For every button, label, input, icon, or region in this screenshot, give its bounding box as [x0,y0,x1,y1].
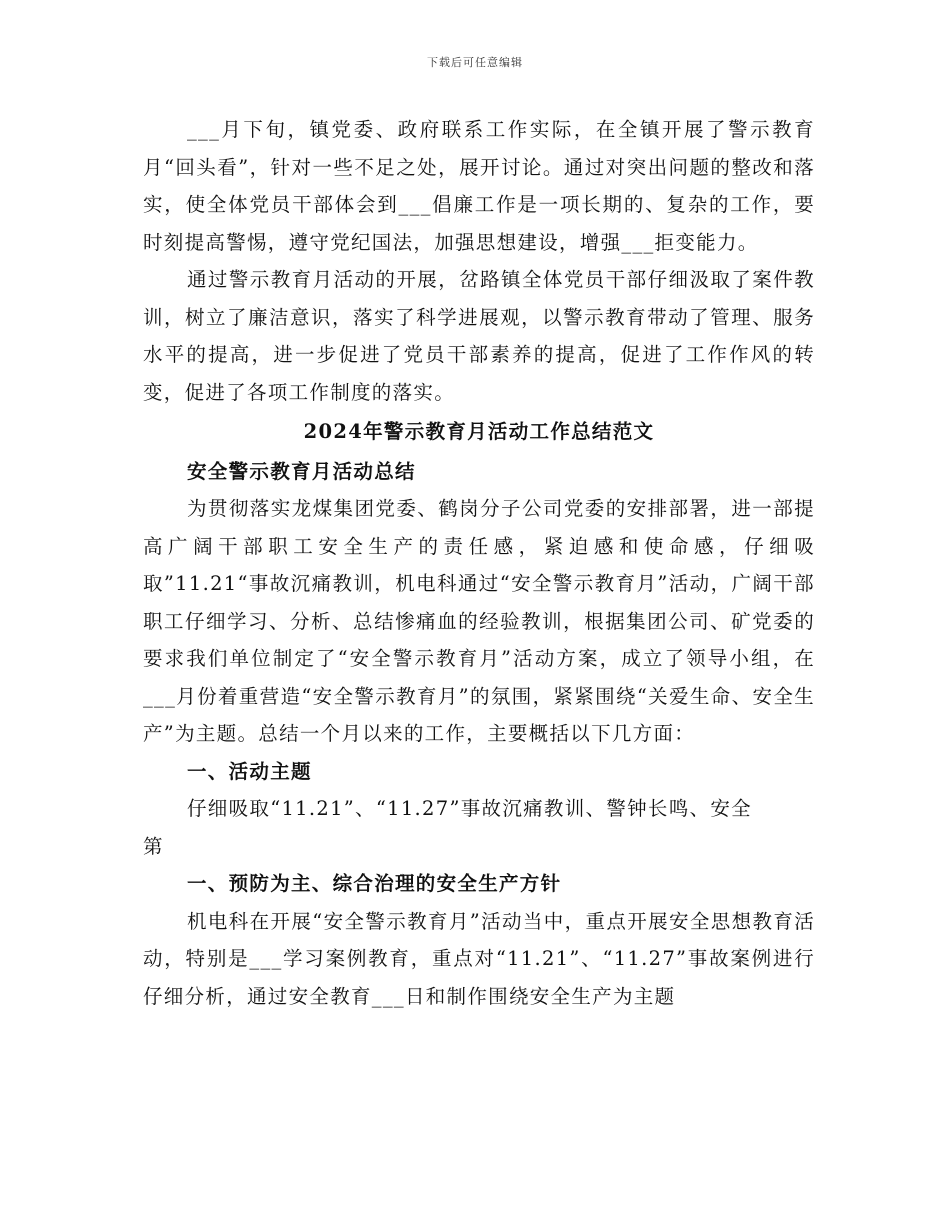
page-header: 下载后可任意编辑 [427,56,523,69]
subheading-safety-summary: 安全警示教育月活动总结 [187,459,416,483]
subheading-activity-theme: 一、活动主题 [187,759,312,783]
paragraph-1: ___月下旬，镇党委、政府联系工作实际，在全镇开展了警示教育月“回头看”，针对一些不足之处，展开讨论。通过对突出问题的整改和落实，使全体党员干部体会到___倡廉工作是一项长期的、复杂的工作，要时刻提高警惕，遵守党纪国法，加强思想建设，增强___拒变能力。 [143,118,815,254]
document-body [143,111,815,1015]
paragraph-5: 机电科在开展“安全警示教育月”活动当中，重点开展安全思想教育活动，特别是___学习案例教育，重点对“11.21”、“11.27”事故案例进行仔细分析，通过安全教育___日和制作围绕安全生产为主题 [143,909,815,1008]
paragraph-3: 为贯彻落实龙煤集团党委、鹤岗分子公司党委的安排部署，进一部提高广阔干部职工安全生产的责任感，紧迫感和使命感，仔细吸取”11.21“事故沉痛教训，机电科通过“安全警示教育月”活动，广阔干部职工仔细学习、分析、总结惨痛血的经验教训，根据集团公司、矿党委的要求我们单位制定了“安全警示教育月”活动方案，成立了领导小组，在___月份着重营造“安全警示教育月”的氛围，紧紧围绕“关爱生命、安全生产”为主题。总结一个月以来的工作，主要概括以下几方面： [143,497,815,745]
document-title: 2024年警示教育月活动工作总结范文 [303,420,655,443]
paragraph-4-continuation: 第 [143,834,164,858]
paragraph-4: 仔细吸取“11.21”、“11.27”事故沉痛教训、警钟长鸣、安全 [187,797,752,820]
paragraph-2: 通过警示教育月活动的开展，岔路镇全体党员干部仔细汲取了案件教训，树立了廉洁意识，落实了科学进展观，以警示教育带动了管理、服务水平的提高，进一步促进了党员干部素养的提高，促进了工作作风的转变，促进了各项工作制度的落实。 [143,268,815,404]
subheading-prevention-policy: 一、预防为主、综合治理的安全生产方针 [187,872,562,895]
